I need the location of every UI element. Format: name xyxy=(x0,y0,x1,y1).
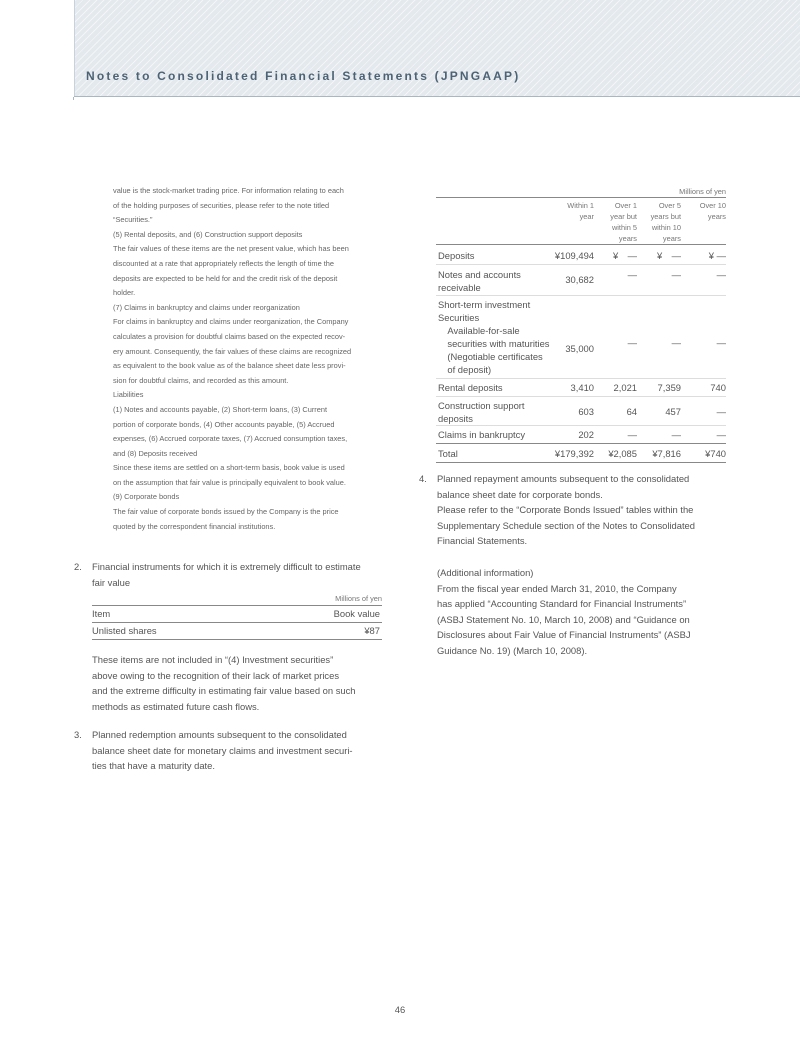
text-line: has applied “Accounting Standard for Financial Instruments” xyxy=(437,598,687,610)
column-header: Book value xyxy=(333,608,380,619)
column-header-line: Over 5 xyxy=(658,201,681,210)
row-label-line: deposits xyxy=(438,413,473,424)
table-total-row xyxy=(436,443,726,463)
table-cell: ¥ — xyxy=(613,250,637,261)
row-label xyxy=(438,268,521,294)
text-line: (9) Corporate bonds xyxy=(113,492,180,502)
table-cell: — xyxy=(716,429,726,440)
row-label: Claims in bankruptcy xyxy=(438,429,526,440)
section-heading xyxy=(92,559,386,590)
column-header: Item xyxy=(92,608,111,619)
table-cell: ¥179,392 xyxy=(554,448,594,459)
column-header-line: Within 1 xyxy=(567,201,594,210)
table-cell: — xyxy=(627,269,637,280)
table-cell: — xyxy=(627,429,637,440)
table-row xyxy=(436,397,726,426)
text-line: (1) Notes and accounts payable, (2) Short-term loans, (3) Current xyxy=(113,404,328,414)
section-number: 4. xyxy=(419,473,427,484)
text-line: quoted by the correspondent financial institutions. xyxy=(113,521,276,531)
table-cell: — xyxy=(671,269,681,280)
table-cell: ¥740 xyxy=(705,448,726,459)
text-line: Please refer to the “Corporate Bonds Issued” tables within the xyxy=(437,504,694,516)
text-line: ties that have a maturity date. xyxy=(92,760,215,772)
text-line: as equivalent to the book value as of the balance sheet date less provi- xyxy=(113,361,346,371)
text-line: Disclosures about Fair Value of Financial Instruments” (ASBJ xyxy=(437,629,691,641)
text-line: From the fiscal year ended March 31, 2010, the Company xyxy=(437,582,677,594)
text-line: “Securities.” xyxy=(113,215,153,225)
text-line: portion of corporate bonds, (4) Other accounts payable, (5) Accrued xyxy=(113,419,335,429)
table-cell: 64 xyxy=(626,406,637,417)
header-rule xyxy=(74,96,800,97)
left-small-text xyxy=(113,184,383,534)
column-header-line: years xyxy=(707,212,726,221)
text-line: Since these items are settled on a short-term basis, book value is used xyxy=(113,463,345,473)
row-label xyxy=(438,298,550,376)
row-label-line: Securities xyxy=(438,312,480,323)
row-label xyxy=(438,399,525,425)
table-cell: 457 xyxy=(665,406,681,417)
table-cell: ¥2,085 xyxy=(608,448,637,459)
row-label-line: Available-for-sale xyxy=(438,325,520,336)
text-line: deposits are expected to be held for and the credit risk of the deposit xyxy=(113,273,338,283)
table-cell: — xyxy=(716,269,726,280)
table-cell: 603 xyxy=(578,406,594,417)
table-cell: — xyxy=(671,429,681,440)
text-line: discounted at a rate that appropriately reflects the length of time the xyxy=(113,258,335,268)
row-label: Total xyxy=(438,448,458,459)
table-cell: — xyxy=(716,406,726,417)
row-label: Deposits xyxy=(438,250,475,261)
row-label-line: securities with maturities xyxy=(438,338,550,349)
text-line: Supplementary Schedule section of the Notes to Consolidated xyxy=(437,519,695,531)
section-2-explanation xyxy=(92,652,392,714)
text-line: Financial instruments for which it is extremely difficult to estimate xyxy=(92,561,361,572)
redemption-table xyxy=(436,186,726,463)
table-cell: 35,000 xyxy=(565,343,594,354)
table-cell: 7,359 xyxy=(657,382,681,393)
table-unit: Millions of yen xyxy=(335,594,382,603)
table-cell: 2,021 xyxy=(613,382,637,393)
section-number: 3. xyxy=(74,729,82,740)
text-line: expenses, (6) Accrued corporate taxes, (7) Accrued consumption taxes, xyxy=(113,434,348,444)
column-header-line: years xyxy=(662,234,681,243)
text-line: balance sheet date for monetary claims and investment securi- xyxy=(92,744,353,756)
section-number: 2. xyxy=(74,561,82,572)
table-cell: ¥7,816 xyxy=(652,448,681,459)
table-cell: Unlisted shares xyxy=(92,625,157,636)
text-line: sion for doubtful claims, and recorded as this amount. xyxy=(113,375,289,385)
unlisted-shares-table xyxy=(92,593,382,640)
table-row xyxy=(436,245,726,265)
row-label-line: Notes and accounts xyxy=(438,269,521,280)
row-label-line: (Negotiable certificates xyxy=(438,351,543,362)
text-line: Financial Statements. xyxy=(437,535,528,547)
text-line: and the extreme difficulty in estimating fair value based on such xyxy=(92,685,356,697)
text-line: above owing to the recognition of their lack of market prices xyxy=(92,669,340,681)
table-cell: ¥ — xyxy=(657,250,681,261)
section-2 xyxy=(74,559,386,590)
table-cell: — xyxy=(671,337,681,348)
table-cell: — xyxy=(627,337,637,348)
column-header-line: Over 1 xyxy=(614,201,637,210)
column-header-line: year xyxy=(579,212,594,221)
text-line: methods as estimated future cash flows. xyxy=(92,700,260,712)
text-line: holder. xyxy=(113,288,136,298)
text-line: Liabilities xyxy=(113,390,144,400)
column-header-line: years xyxy=(618,234,637,243)
table-row xyxy=(436,296,726,379)
table-cell: ¥109,494 xyxy=(554,250,594,261)
table-cell: 740 xyxy=(710,382,726,393)
row-label-line: of deposit) xyxy=(438,364,492,375)
table-row xyxy=(436,426,726,443)
column-header-line: within 5 xyxy=(611,223,637,232)
section-heading xyxy=(437,471,729,549)
text-line: and (8) Deposits received xyxy=(113,448,198,458)
section-4 xyxy=(419,471,729,549)
table-cell: ¥ — xyxy=(708,250,726,261)
row-label-line: Short-term investment xyxy=(438,299,531,310)
text-line: Planned repayment amounts subsequent to the consolidated xyxy=(437,473,690,484)
text-line: (5) Rental deposits, and (6) Construction support deposits xyxy=(113,229,303,239)
text-line: These items are not included in “(4) Investment securities” xyxy=(92,654,334,665)
column-header xyxy=(639,200,681,244)
row-label-line: Construction support xyxy=(438,400,525,411)
table-cell: — xyxy=(716,337,726,348)
text-line: calculates a provision for doubtful claims based on the expected recov- xyxy=(113,331,346,341)
table-row xyxy=(92,623,382,640)
table-unit: Millions of yen xyxy=(679,187,726,196)
column-header xyxy=(546,200,594,222)
additional-information xyxy=(437,565,737,659)
table-header-row xyxy=(92,605,382,623)
row-label-line: receivable xyxy=(438,282,481,293)
page-title: Notes to Consolidated Financial Statements (JPNGAAP) xyxy=(86,69,521,83)
text-line: fair value xyxy=(92,576,131,588)
column-header-line: within 10 xyxy=(651,223,681,232)
table-row xyxy=(436,265,726,296)
text-line: For claims in bankruptcy and claims under reorganization, the Company xyxy=(113,317,349,327)
column-header-line: year but xyxy=(610,212,637,221)
table-cell: 3,410 xyxy=(570,382,594,393)
text-line: of the holding purposes of securities, please refer to the note titled xyxy=(113,200,330,210)
row-label: Rental deposits xyxy=(438,382,503,393)
text-line: on the assumption that fair value is principally equivalent to book value. xyxy=(113,477,346,487)
header-tick xyxy=(73,97,74,100)
table-row xyxy=(436,379,726,397)
text-line: value is the stock-market trading price. For information relating to each xyxy=(113,186,344,195)
table-cell: 202 xyxy=(578,429,594,440)
table-cell: 30,682 xyxy=(565,274,594,285)
section-heading xyxy=(92,727,386,774)
text-line: The fair value of corporate bonds issued by the Company is the price xyxy=(113,507,339,517)
text-line: ery amount. Consequently, the fair values of these claims are recognized xyxy=(113,346,352,356)
text-line: (7) Claims in bankruptcy and claims under reorganization xyxy=(113,302,300,312)
column-header-line: years but xyxy=(650,212,681,221)
table-header-row xyxy=(436,198,726,245)
text-line: (ASBJ Statement No. 10, March 10, 2008) and “Guidance on xyxy=(437,613,690,625)
column-header xyxy=(686,200,726,222)
page-number: 46 xyxy=(394,1004,406,1015)
text-line: Planned redemption amounts subsequent to the consolidated xyxy=(92,729,347,740)
text-line: Guidance No. 19) (March 10, 2008). xyxy=(437,644,588,656)
text-line: (Additional information) xyxy=(437,567,534,578)
section-3 xyxy=(74,727,386,774)
column-header-line: Over 10 xyxy=(699,201,726,210)
text-line: The fair values of these items are the net present value, which has been xyxy=(113,244,349,254)
column-header xyxy=(596,200,637,244)
table-cell: ¥87 xyxy=(364,625,380,636)
text-line: balance sheet date for corporate bonds. xyxy=(437,488,603,500)
